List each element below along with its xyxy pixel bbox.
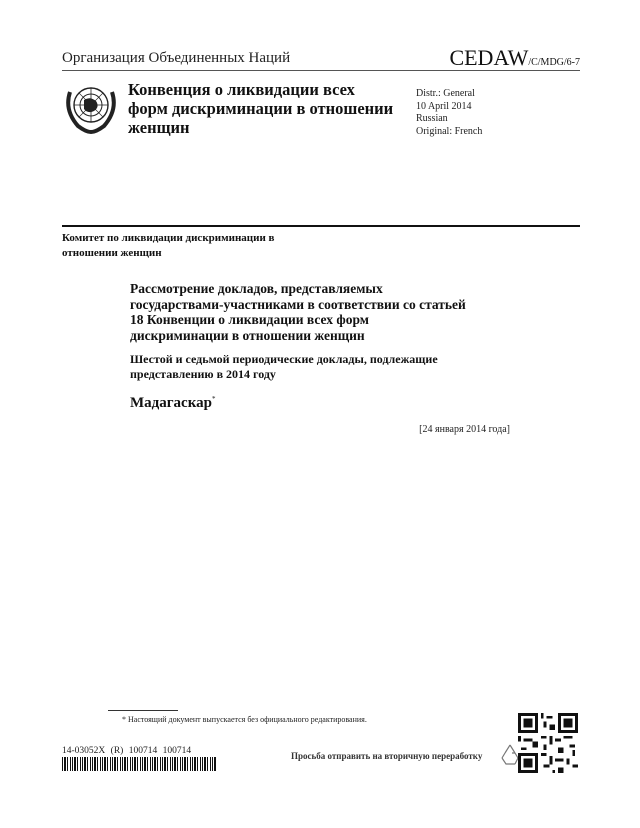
header-divider (62, 70, 580, 71)
country-heading (130, 395, 215, 412)
subtitle: Шестой и седьмой периодические доклады, подлежащие представлению в 2014 году (130, 352, 438, 381)
un-emblem-icon (64, 80, 118, 134)
country-name: Мадагаскар (130, 395, 212, 411)
symbol-main: CEDAW (449, 45, 529, 70)
original-language-line: Original: French (416, 125, 483, 137)
committee-name: Комитет по ликвидации дискриминации в отношении женщин (62, 232, 275, 259)
convention-title: Конвенция о ликвидации всех форм дискриминации в отношении женщин (128, 80, 394, 137)
footnote-mark: * (211, 395, 216, 403)
language-line: Russian (416, 113, 448, 124)
job-number: 14-03052X (R) 100714 100714 (62, 746, 192, 756)
symbol-suffix: /C/MDG/6-7 (528, 57, 580, 68)
document-symbol (449, 45, 580, 71)
main-title: Рассмотрение докладов, представляемых государствами-участниками в соответствии со статьей 18 Конвенции о ликвидации всех форм дискриминации в отношении женщин (130, 281, 466, 343)
footnote: * Настоящий документ выпускается без официального редактирования. (122, 715, 367, 724)
distribution-block (416, 88, 482, 138)
submission-date: [24 января 2014 года] (419, 424, 510, 435)
organization-name: Организация Объединенных Наций (62, 50, 291, 66)
recycle-text: Просьба отправить на вторичную переработку (291, 751, 483, 761)
date-line: 10 April 2014 (416, 100, 472, 112)
barcode-icon (62, 757, 217, 771)
qr-code-icon (518, 713, 578, 773)
section-divider (62, 225, 580, 227)
footnote-divider (108, 710, 178, 711)
distribution-line: Distr.: General (416, 88, 475, 99)
